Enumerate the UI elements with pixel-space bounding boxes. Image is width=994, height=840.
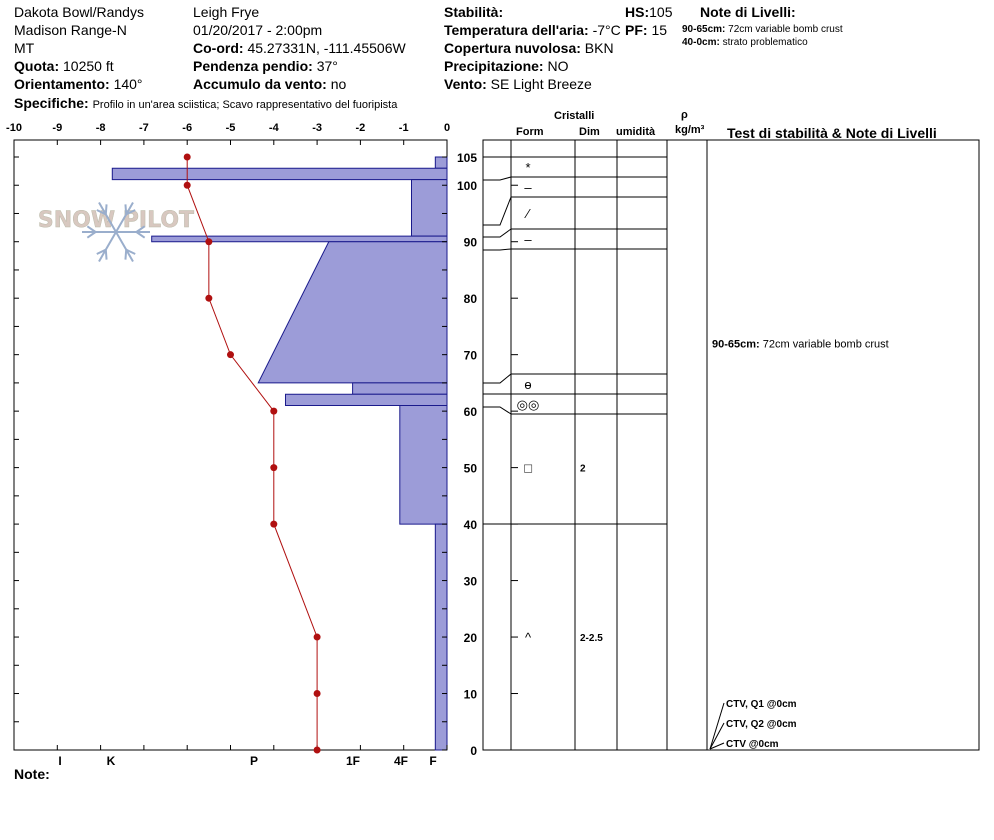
stability-notes-header: Test di stabilità & Note di Livelli [727, 125, 937, 141]
aspect-value: 140° [113, 76, 143, 92]
slope-value: 37° [316, 58, 338, 74]
layer-connector [483, 249, 511, 250]
hardness-label: 1F [345, 754, 361, 768]
wind-label: Vento: [444, 76, 487, 92]
depth-label: 30 [463, 574, 477, 589]
temp-tick-label: -8 [95, 122, 106, 134]
air-temp-label: Temperatura dell'aria: [444, 22, 589, 38]
aspect-label: Orientamento: [14, 76, 110, 92]
wind-value: SE Light Breeze [490, 76, 592, 92]
depth-label: 70 [463, 348, 477, 363]
depth-label: 80 [463, 292, 477, 307]
depth-label: 0 [470, 744, 477, 758]
depth-label: 105 [456, 151, 477, 165]
form-header: Form [516, 126, 544, 138]
crystal-form-symbol: ⁄ [526, 206, 530, 221]
hs-label: HS: [625, 4, 650, 20]
hardness-layer [152, 236, 447, 242]
temperature-point [270, 464, 277, 471]
layer-connector [483, 177, 511, 180]
crystal-form-symbol: ^ [524, 630, 532, 646]
temp-tick-label: -1 [398, 122, 409, 134]
snowflake-branch [106, 204, 107, 214]
temp-tick-label: -5 [225, 122, 236, 134]
snowflake-arm [99, 232, 116, 261]
snowflake-branch [106, 250, 107, 260]
temperature-point [314, 747, 321, 754]
wind-loading-label: Accumulo da vento: [193, 76, 327, 92]
stability-test-label: CTV @0cm [726, 739, 779, 750]
range: Madison Range-N [14, 22, 127, 38]
logo-text: SNOW PILOT [37, 208, 195, 233]
table-layer-note [712, 338, 889, 350]
layer-connector [483, 229, 511, 237]
hardness-layer [353, 383, 447, 394]
wind-loading-value: no [330, 76, 347, 92]
stability-test-label: CTV, Q2 @0cm [726, 719, 797, 730]
depth-label: 20 [463, 631, 477, 646]
crystal-form-symbol: – [524, 180, 532, 195]
temperature-line [187, 157, 317, 750]
temp-tick-label: -3 [312, 122, 322, 134]
datetime: 01/20/2017 - 2:00pm [193, 22, 323, 38]
crystal-form-symbol: ɵ [524, 377, 532, 392]
location: Dakota Bowl/Randys [14, 4, 144, 20]
layer-note-range: 40-0cm: [682, 37, 720, 48]
hardness-layer [112, 168, 447, 179]
table-layer-note-text: 72cm variable bomb crust [762, 338, 889, 351]
layer-connector [483, 197, 511, 225]
size-header: Dim [579, 126, 600, 138]
hardness-label: 4F [393, 754, 409, 768]
hs-value: 105 [649, 4, 673, 20]
crystal-form-symbol: □ [524, 460, 532, 476]
layer-connector [483, 407, 511, 414]
temperature-point [205, 238, 212, 245]
depth-label: 10 [463, 687, 477, 702]
depth-label: 90 [463, 235, 477, 250]
pf-value: 15 [651, 22, 668, 38]
hardness-layer [411, 180, 447, 236]
temp-tick-label: 0 [443, 122, 451, 134]
specifics-label: Specifiche: [14, 95, 89, 111]
air-temp-value: -7°C [592, 22, 621, 38]
crystal-size: 2 [580, 463, 586, 475]
density-unit: kg/m³ [675, 124, 705, 136]
layer-connector [483, 374, 511, 383]
temp-tick-label: -7 [139, 122, 149, 134]
temp-tick-label: -6 [182, 122, 193, 134]
crystal-form-symbol: ◎◎ [516, 397, 540, 412]
crystals-header: Cristalli [554, 110, 595, 122]
specifics-value: Profilo in un'area sciistica; Scavo rappresentativo del fuoripista [92, 99, 398, 111]
coords-value: 45.27331N, -111.45506W [247, 40, 406, 56]
temp-tick-label: -4 [268, 122, 279, 134]
density-symbol: ρ [681, 109, 688, 121]
snowflake-branch [125, 204, 126, 214]
hardness-label: I [58, 754, 62, 768]
moisture-header: umidità [616, 126, 656, 138]
cloud-label: Copertura nuvolosa: [444, 40, 581, 56]
temperature-point [314, 690, 321, 697]
stability-label: Stabilità: [444, 4, 504, 20]
layer-note-text: 72cm variable bomb crust [728, 24, 843, 35]
temperature-point [314, 634, 321, 641]
temp-tick-label: -10 [6, 122, 22, 134]
snowpilot-logo [38, 203, 194, 262]
temp-tick-label: -2 [355, 122, 366, 134]
hardness-layer [285, 394, 447, 405]
stability-test-label: CTV, Q1 @0cm [726, 699, 797, 710]
table-layer-note-range: 90-65cm: [712, 338, 763, 351]
slope-label: Pendenza pendio: [193, 58, 313, 74]
depth-label: 60 [463, 405, 477, 420]
note-label: Note: [14, 766, 50, 782]
hardness-layer [400, 405, 447, 524]
hardness-label: K [106, 754, 116, 768]
temp-tick-label: -9 [52, 122, 63, 134]
depth-label: 50 [463, 461, 477, 476]
temperature-point [270, 521, 277, 528]
crystal-form-symbol: – [524, 232, 532, 247]
crystal-form-symbol: * [525, 160, 531, 175]
temperature-point [270, 408, 277, 415]
hardness-label: F [429, 754, 437, 768]
snowflake-arm [116, 232, 133, 261]
crystal-size: 2-2.5 [580, 633, 603, 645]
layer-note-text: strato problematico [722, 37, 808, 48]
pf-label: PF: [625, 22, 648, 38]
hardness-label: P [249, 754, 259, 768]
elevation-label: Quota: [14, 58, 60, 74]
temperature-point [184, 154, 191, 161]
layer-table-frame [483, 140, 979, 750]
depth-label: 40 [463, 518, 477, 533]
layer-note-range: 90-65cm: [682, 24, 726, 35]
temperature-point [184, 182, 191, 189]
coords-label: Co-ord: [193, 40, 244, 56]
snowflake-branch [125, 250, 126, 260]
state: MT [14, 40, 35, 56]
cloud-value: BKN [584, 40, 614, 56]
precip-label: Precipitazione: [444, 58, 544, 74]
hardness-layer [258, 242, 447, 383]
hardness-layer [435, 157, 447, 168]
observer: Leigh Frye [193, 4, 260, 20]
depth-label: 100 [456, 179, 477, 194]
precip-value: NO [547, 58, 569, 74]
temperature-point [227, 351, 234, 358]
layer-notes-title: Note di Livelli: [700, 4, 796, 20]
temperature-point [205, 295, 212, 302]
elevation-value: 10250 ft [63, 58, 114, 74]
